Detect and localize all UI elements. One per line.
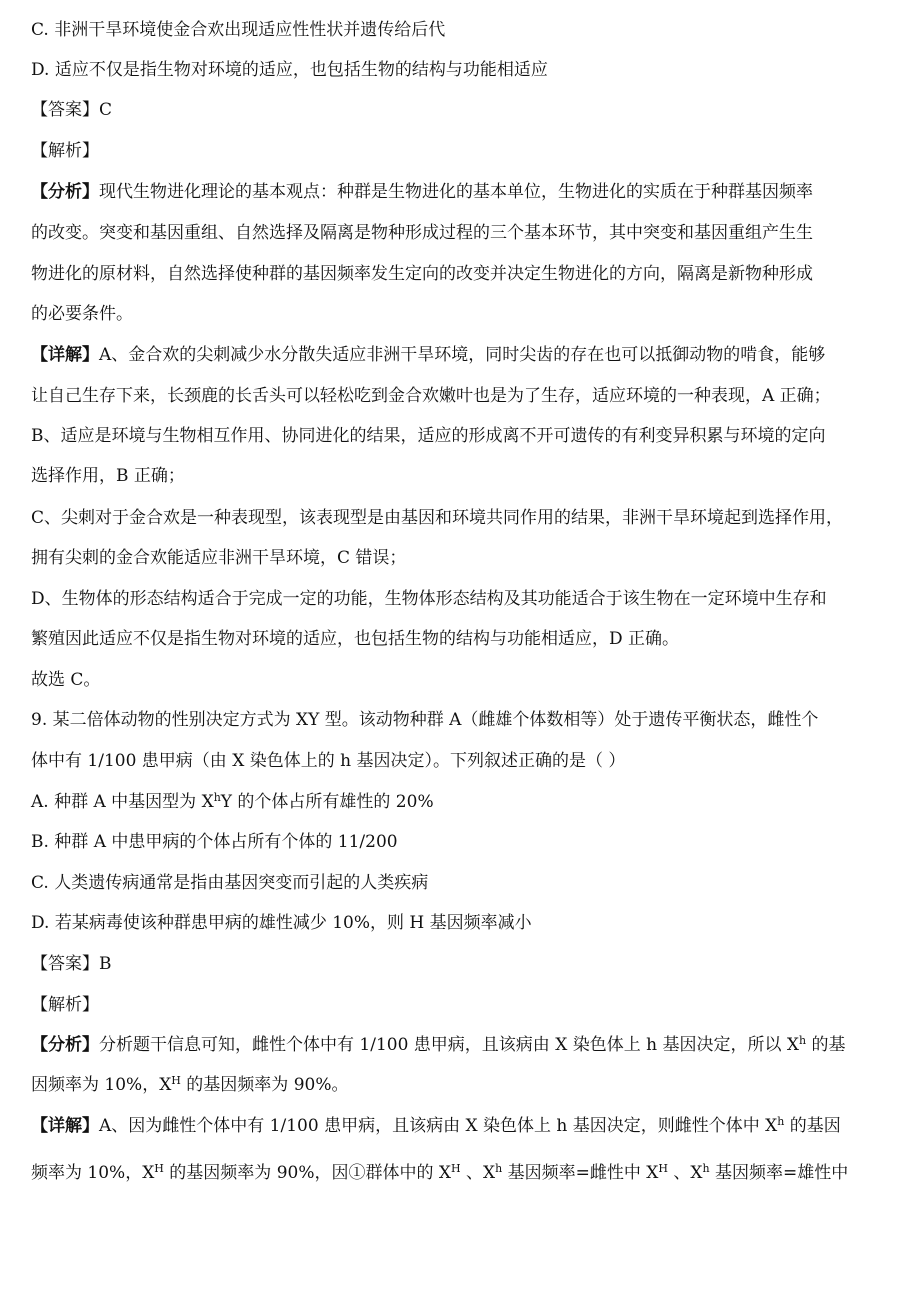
q8-xiangjie-line-4: 选择作用，B 正确； [31,466,185,486]
answer-value: B [99,954,112,974]
q9-fenxi-line-1 [31,1033,845,1057]
q9-stem-line-2: 体中有 1/100 患甲病（由 X 染色体上的 h 基因决定）。下列叙述正确的是（ ） [31,751,626,771]
q9-option-c: C. 人类遗传病通常是指由基因突变而引起的人类疾病 [31,873,429,893]
fenxi-text: 分析题干信息可知，雌性个体中有 1/100 患甲病，且该病由 X 染色体上 h 基因决定，所以 X [99,1035,799,1055]
superscript: H [171,1074,181,1087]
q8-xiangjie-line-2: 让自己生存下来，长颈鹿的长舌头可以轻松吃到金合欢嫩叶也是为了生存，适应环境的一种表现，A 正确； [31,386,831,406]
fenxi-tag: 【分析】 [31,182,99,202]
text-segment: 基因频率=雌性中 X [502,1163,659,1183]
superscript: h [798,1034,807,1047]
q8-option-c: C. 非洲干旱环境使金合欢出现适应性性状并遗传给后代 [31,20,446,40]
xiangjie-tag: 【详解】 [31,345,99,365]
q9-fenxi-line-2 [31,1073,348,1097]
xiangjie-text: A、因为雌性个体中有 1/100 患甲病，且该病由 X 染色体上 h 基因决定，则雌性个体中 X [99,1116,778,1136]
q8-fenxi-line-2: 的改变。突变和基因重组、自然选择及隔离是物种形成过程的三个基本环节，其中突变和基因重组产生生 [31,223,813,243]
fenxi-text: 因频率为 10%，X [31,1075,172,1095]
answer-tag: 【答案】 [31,954,99,974]
superscript: H [154,1162,164,1175]
q8-option-d: D. 适应不仅是指生物对环境的适应，也包括生物的结构与功能相适应 [31,60,548,80]
text-segment: 基因频率=雄性中 [709,1163,849,1183]
q8-xiangjie-line-3: B、适应是环境与生物相互作用、协同进化的结果，适应的形成离不开可遗传的有利变异积累与环境的定向 [31,426,826,446]
q9-xiangjie-line-1 [31,1114,841,1138]
q9-stem-line-1: 9. 某二倍体动物的性别决定方式为 XY 型。该动物种群 A（雌雄个体数相等）处于遗传平衡状态，雌性个 [31,710,819,730]
xiangjie-tag: 【详解】 [31,1116,99,1136]
fenxi-text-end: 的基因频率为 90%。 [180,1075,349,1095]
q8-xiangjie-line-5: C、尖刺对于金合欢是一种表现型，该表现型是由基因和环境共同作用的结果，非洲干旱环境起到选择作用， [31,508,844,528]
answer-tag: 【答案】 [31,100,99,120]
text-segment: 的基因频率为 90%，因①群体中的 X [163,1163,451,1183]
fenxi-text: 现代生物进化理论的基本观点：种群是生物进化的基本单位，生物进化的实质在于种群基因频率 [99,182,813,202]
q8-fenxi-line-3: 物进化的原材料，自然选择使种群的基因频率发生定向的改变并决定生物进化的方向，隔离是新物种形成 [31,264,813,284]
q8-xiangjie-line-1 [31,343,825,367]
xiangjie-text-end: 的基因 [784,1116,841,1136]
q8-answer [31,98,112,122]
fenxi-text-end: 的基 [806,1035,846,1055]
superscript: h [777,1115,785,1128]
superscript: H [451,1162,461,1175]
text-segment: 、X [460,1163,496,1183]
q8-xiangjie-line-7: D、生物体的形态结构适合于完成一定的功能，生物体形态结构及其功能适合于该生物在一定环境中生存和 [31,589,827,609]
q8-xiangjie-line-8: 繁殖因此适应不仅是指生物对环境的适应，也包括生物的结构与功能相适应，D 正确。 [31,629,680,649]
q9-option-a [31,790,434,814]
option-a-text: A. 种群 A 中基因型为 X [31,792,214,812]
q8-fenxi-line-1 [31,180,813,204]
q9-analysis-tag: 【解析】 [31,995,99,1015]
text-segment: 频率为 10%，X [31,1163,155,1183]
q8-conclusion: 故选 C。 [31,670,101,690]
superscript: h [702,1162,710,1175]
q8-xiangjie-line-6: 拥有尖刺的金合欢能适应非洲干旱环境，C 错误； [31,548,407,568]
q9-answer [31,952,112,976]
fenxi-tag: 【分析】 [31,1035,99,1055]
xiangjie-text: A、金合欢的尖刺减少水分散失适应非洲干旱环境，同时尖齿的存在也可以抵御动物的啃食，能够 [99,345,826,365]
q9-option-b: B. 种群 A 中患甲病的个体占所有个体的 11/200 [31,832,398,852]
superscript: h [213,791,221,804]
q8-fenxi-line-4: 的必要条件。 [31,304,133,324]
q9-option-d: D. 若某病毒使该种群患甲病的雄性减少 10%，则 H 基因频率减小 [31,913,532,933]
text-segment: 、X [667,1163,703,1183]
option-a-text-end: Y 的个体占所有雄性的 20% [220,792,434,812]
q9-xiangjie-line-2 [31,1161,848,1185]
q8-analysis-tag: 【解析】 [31,141,99,161]
superscript: H [658,1162,668,1175]
answer-value: C [99,100,113,120]
superscript: h [495,1162,503,1175]
